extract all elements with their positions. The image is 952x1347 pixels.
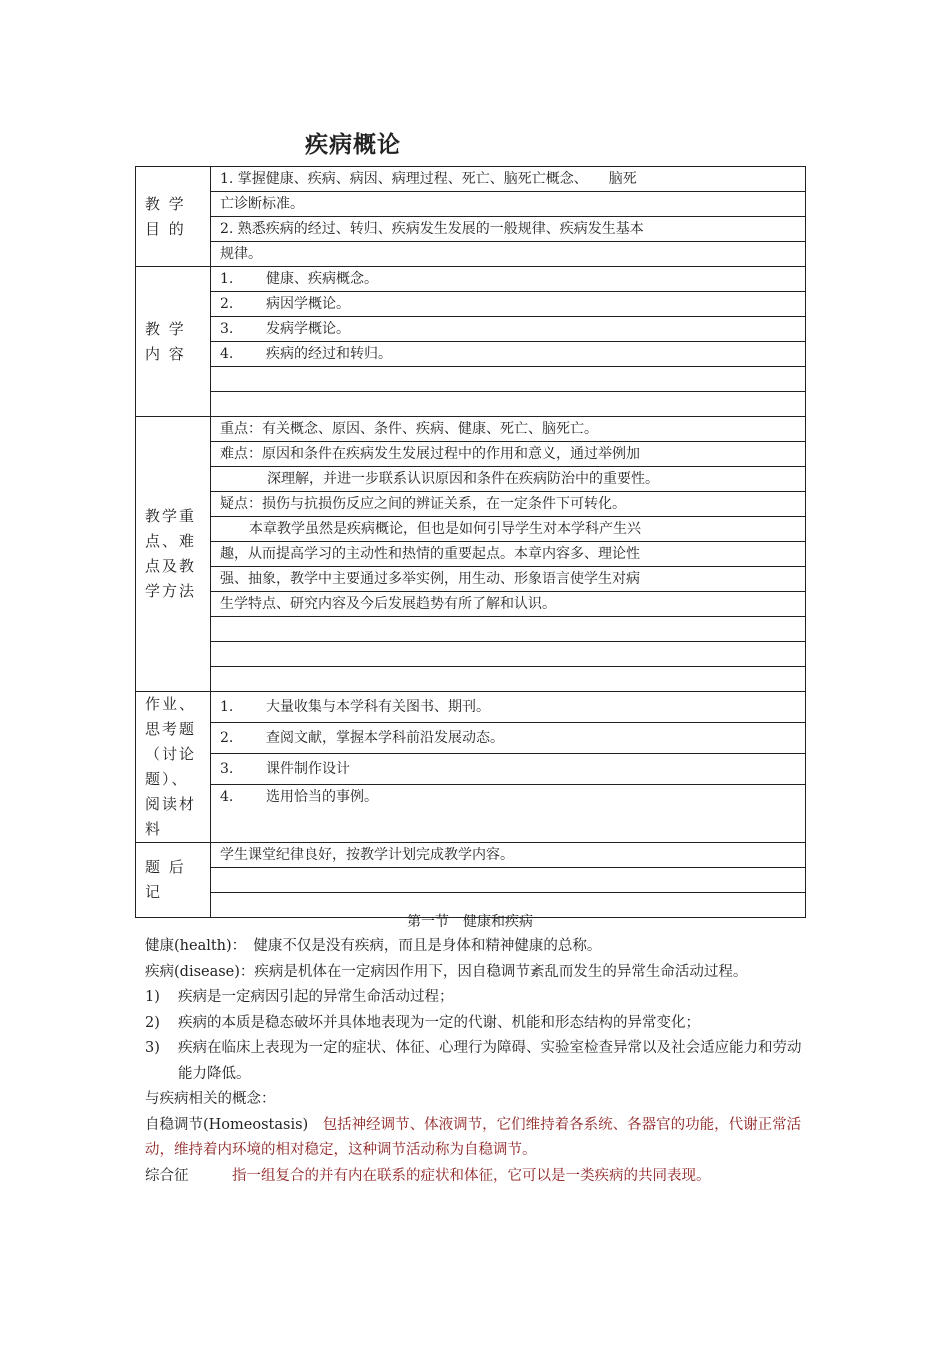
key-line: 趣，从而提高学习的主动性和热情的重要起点。本章内容多、理论性	[211, 542, 806, 567]
health-definition: 健康(health)： 健康不仅是没有疾病，而且是身体和精神健康的总称。	[145, 938, 602, 954]
homework-item: 2. 查阅文献，掌握本学科前沿发展动态。	[211, 722, 806, 753]
content-item: 3. 发病学概论。	[211, 317, 806, 342]
key-line: 难点：原因和条件在疾病发生发展过程中的作用和意义，通过举例加	[211, 442, 806, 467]
related-concepts-heading: 与疾病相关的概念：	[145, 1091, 276, 1107]
key-line: 重点：有关概念、原因、条件、疾病、健康、死亡、脑死亡。	[211, 417, 806, 442]
list-item: 2) 疾病的本质是稳态破坏并具体地表现为一定的代谢、机能和形态结构的异常变化；	[145, 1014, 700, 1031]
homework-item: 3. 课件制作设计	[211, 753, 806, 784]
lesson-plan-table	[135, 166, 806, 918]
objective-line: 2. 熟悉疾病的经过、转归、疾病发生发展的一般规律、疾病发生基本	[211, 217, 806, 242]
syndrome-definition: 综合征 指一组复合的并有内在联系的症状和体征，它可以是一类疾病的共同表现。	[145, 1167, 711, 1184]
empty-row	[211, 642, 806, 667]
notes-line: 学生课堂纪律良好，按教学计划完成教学内容。	[211, 843, 806, 868]
key-points-label: 教学重点、难点及教学方法	[136, 417, 211, 692]
empty-row	[211, 868, 806, 893]
objective-line: 规律。	[211, 242, 806, 267]
notes-label: 题 后 记	[136, 843, 211, 918]
key-line: 深理解，并进一步联系认识原因和条件在疾病防治中的重要性。	[211, 467, 806, 492]
homeostasis-definition: 自稳调节(Homeostasis) 包括神经调节、体液调节，它们维持着各系统、各器官的功能，代谢正常活动，维持着内环境的相对稳定，这种调节活动称为自稳调节。	[145, 1116, 802, 1158]
key-line: 生学特点、研究内容及今后发展趋势有所了解和认识。	[211, 592, 806, 617]
body-text	[145, 934, 815, 1189]
page-title: 疾病概论	[305, 132, 401, 158]
homework-label: 作业、思考题（讨论题）、阅读材料	[136, 692, 211, 843]
objective-line: 亡诊断标准。	[211, 192, 806, 217]
section-title: 第一节 健康和疾病	[407, 914, 533, 930]
content-label: 教 学 内 容	[136, 267, 211, 417]
empty-row	[211, 367, 806, 392]
objectives-label: 教 学 目 的	[136, 167, 211, 267]
homework-item: 4. 选用恰当的事例。	[211, 784, 806, 842]
key-line: 本章教学虽然是疾病概论，但也是如何引导学生对本学科产生兴	[211, 517, 806, 542]
empty-row	[211, 617, 806, 642]
empty-row	[211, 392, 806, 417]
key-line: 强、抽象，教学中主要通过多举实例，用生动、形象语言使学生对病	[211, 567, 806, 592]
list-item: 3) 疾病在临床上表现为一定的症状、体征、心理行为障碍、实验室检查异常以及社会适应能力和劳动能力降低。	[145, 1040, 802, 1082]
list-item: 1) 疾病是一定病因引起的异常生命活动过程；	[145, 989, 454, 1005]
empty-row	[211, 667, 806, 692]
objective-line: 1. 掌握健康、疾病、病因、病理过程、死亡、脑死亡概念、 脑死	[211, 167, 806, 192]
content-item: 4. 疾病的经过和转归。	[211, 342, 806, 367]
homework-item: 1. 大量收集与本学科有关图书、期刊。	[211, 692, 806, 723]
disease-definition: 疾病(disease)：疾病是机体在一定病因作用下，因自稳调节紊乱而发生的异常生命活动过程。	[145, 963, 748, 980]
key-line: 疑点：损伤与抗损伤反应之间的辨证关系，在一定条件下可转化。	[211, 492, 806, 517]
content-item: 1. 健康、疾病概念。	[211, 267, 806, 292]
content-item: 2. 病因学概论。	[211, 292, 806, 317]
